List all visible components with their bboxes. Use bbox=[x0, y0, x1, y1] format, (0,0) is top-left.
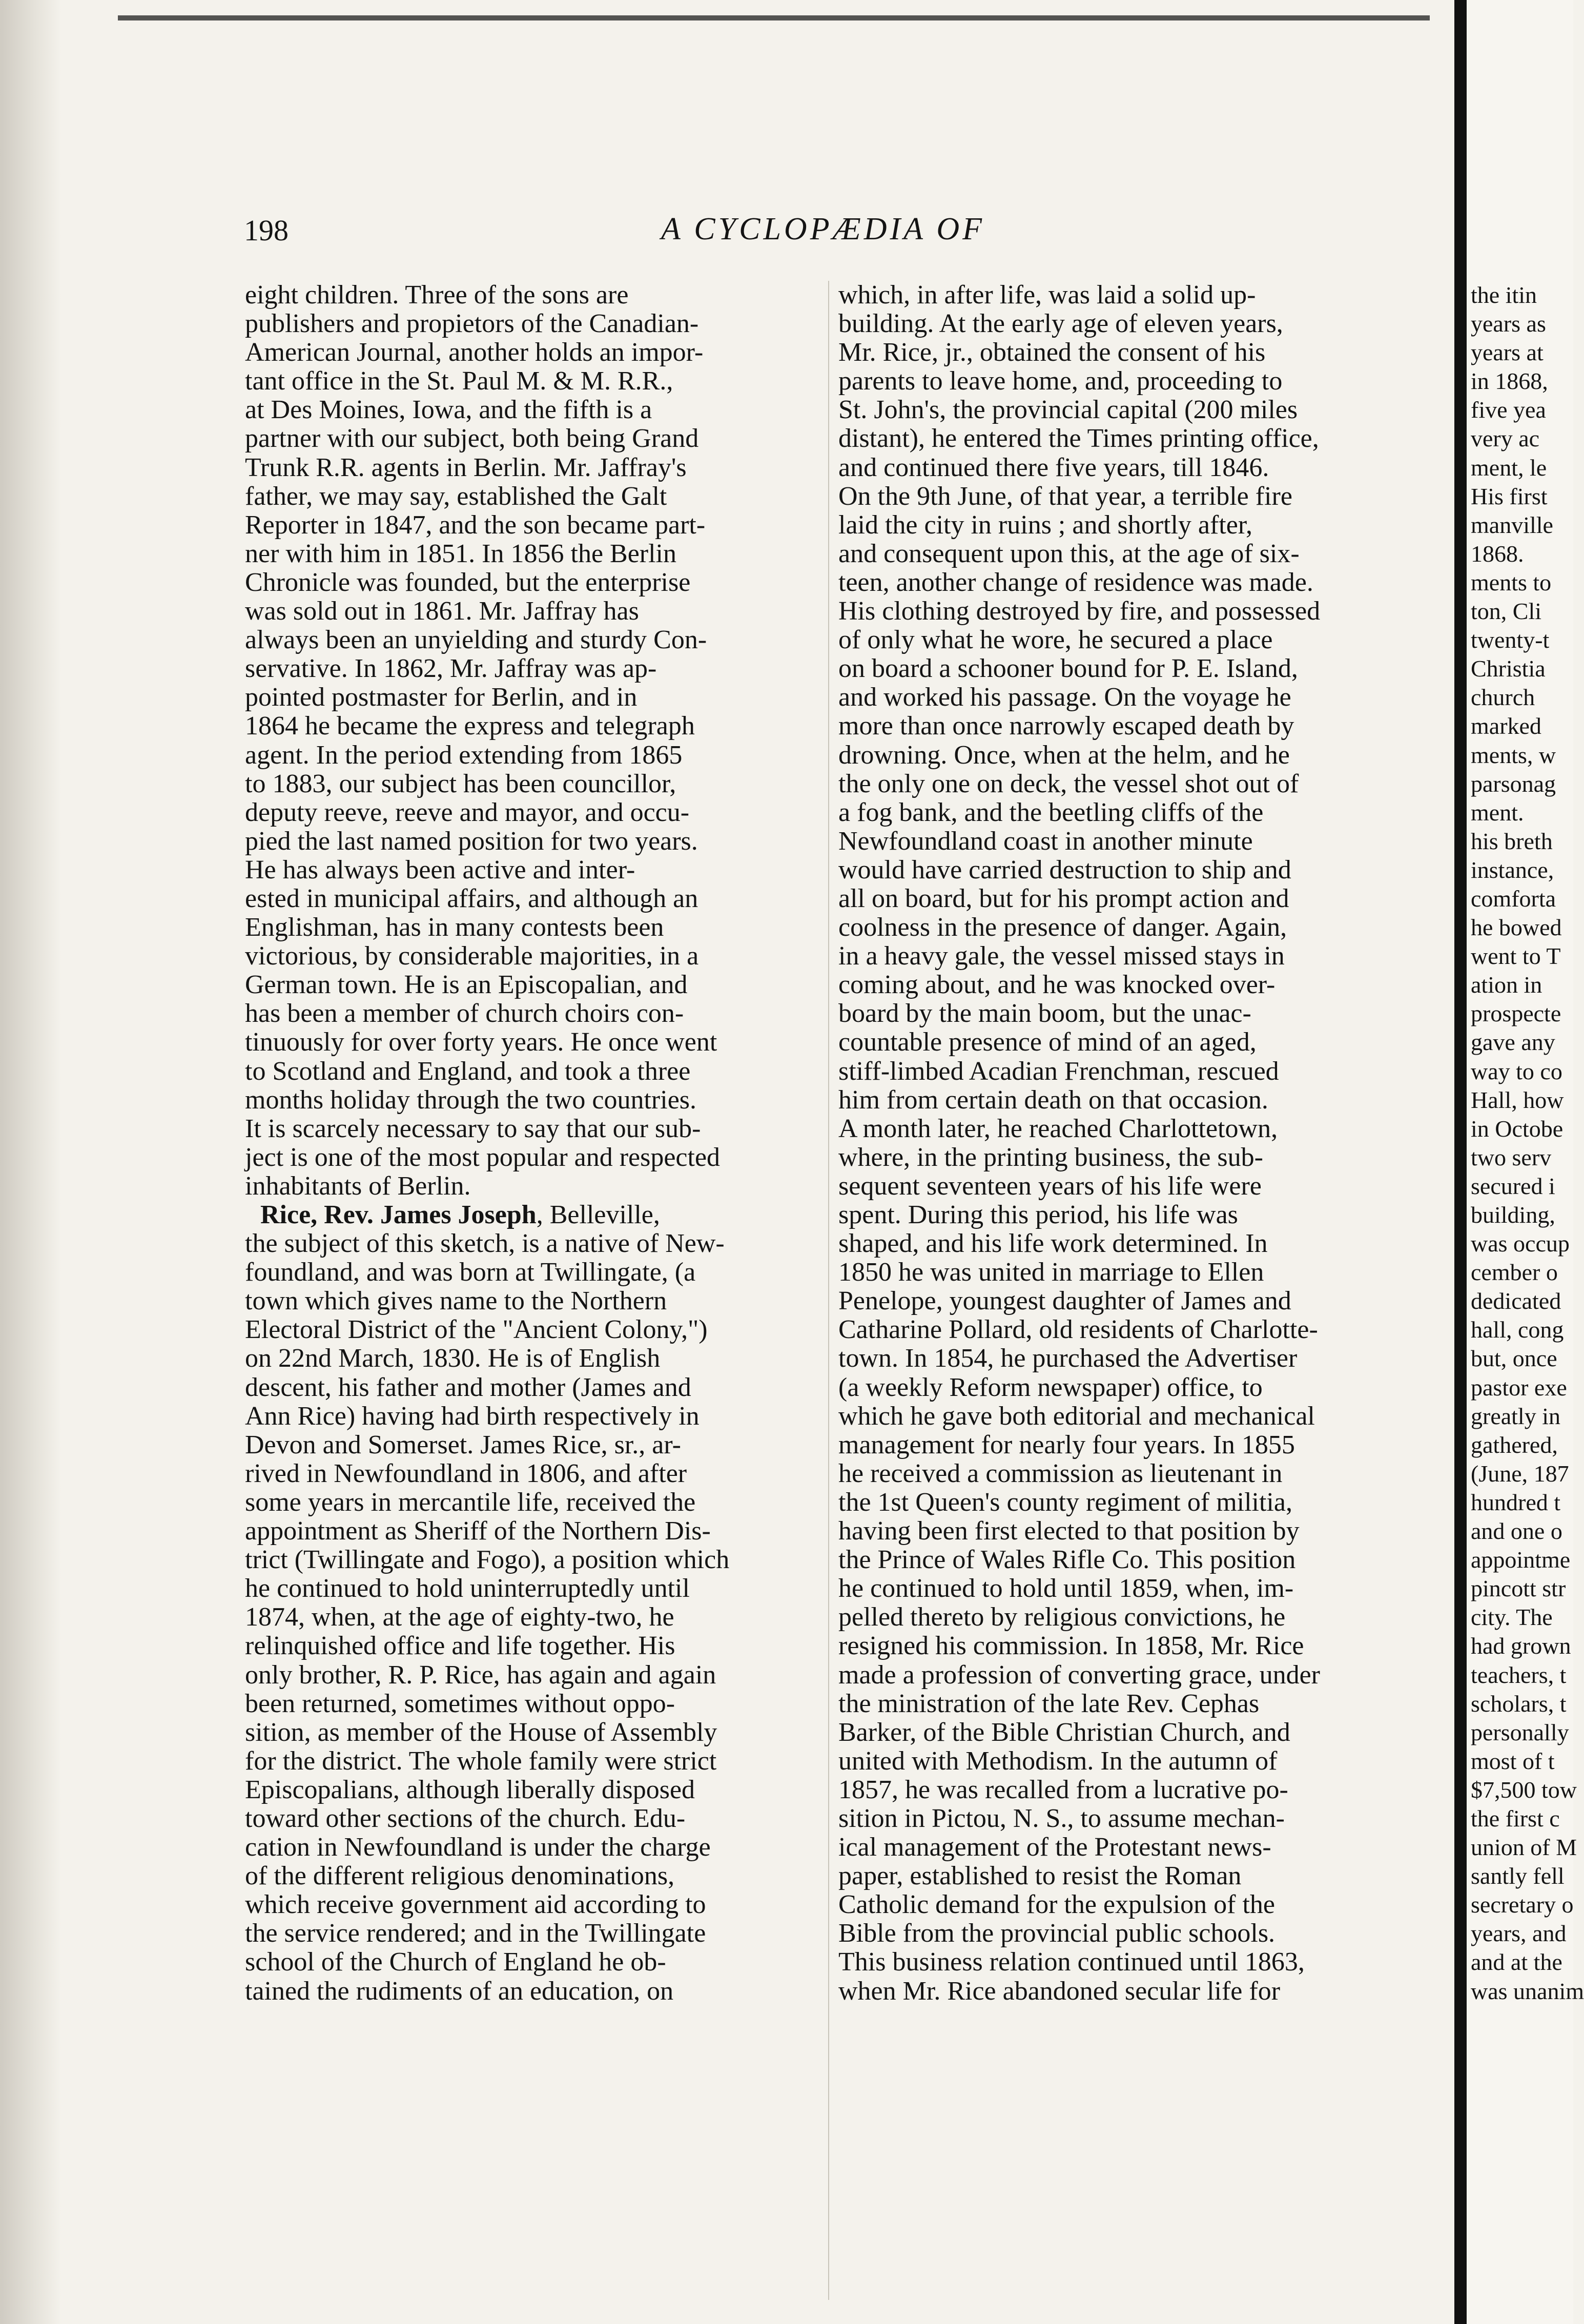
text-line: for the district. The whole family were strict bbox=[245, 1746, 717, 1776]
text-line: the 1st Queen's county regiment of militia, bbox=[838, 1487, 1292, 1517]
fragment-line: years at bbox=[1471, 339, 1544, 366]
fragment-line: secured i bbox=[1471, 1173, 1555, 1199]
text-line: rived in Newfoundland in 1806, and after bbox=[245, 1458, 687, 1488]
text-line: Mr. Rice, jr., obtained the consent of his bbox=[838, 338, 1266, 367]
fragment-line: but, once bbox=[1471, 1345, 1557, 1372]
fragment-line: city. The bbox=[1471, 1604, 1553, 1631]
text-line: A month later, he reached Charlottetown, bbox=[838, 1114, 1278, 1143]
top-edge-rule bbox=[118, 15, 1430, 20]
text-line: Catholic demand for the expulsion of the bbox=[838, 1890, 1276, 1920]
text-line: He has always been active and inter- bbox=[245, 855, 635, 885]
text-line: sition in Pictou, N. S., to assume mechan- bbox=[838, 1803, 1285, 1833]
text-line: he received a commission as lieutenant in bbox=[838, 1458, 1283, 1488]
text-line: the subject of this sketch, is a native of New- bbox=[245, 1229, 725, 1259]
fragment-line: teachers, t bbox=[1471, 1661, 1567, 1688]
fragment-line: was unanim bbox=[1471, 1978, 1584, 2004]
text-line: ical management of the Protestant news- bbox=[838, 1833, 1271, 1862]
text-line: American Journal, another holds an impor- bbox=[245, 338, 704, 367]
text-line: school of the Church of England he ob- bbox=[245, 1947, 666, 1977]
fragment-line: in 1868, bbox=[1471, 368, 1548, 395]
text-line: cation in Newfoundland is under the charge bbox=[245, 1833, 711, 1862]
text-line: Catharine Pollard, old residents of Charlotte- bbox=[838, 1315, 1318, 1345]
fragment-line: cember o bbox=[1471, 1259, 1558, 1286]
text-line: eight children. Three of the sons are bbox=[245, 280, 629, 310]
fragment-line: ment. bbox=[1471, 799, 1524, 826]
fragment-line: went to T bbox=[1471, 943, 1561, 970]
fragment-line: hundred t bbox=[1471, 1489, 1561, 1515]
text-line: 1857, he was recalled from a lucrative po- bbox=[838, 1775, 1288, 1804]
fragment-line: ments, w bbox=[1471, 742, 1556, 768]
text-line: on board a schooner bound for P. E. Island, bbox=[838, 654, 1298, 684]
text-line: some years in mercantile life, received the bbox=[245, 1487, 696, 1517]
text-line: and consequent upon this, at the age of six- bbox=[838, 539, 1300, 568]
text-line: Englishman, has in many contests been bbox=[245, 913, 664, 942]
text-line: has been a member of church choirs con- bbox=[245, 999, 684, 1029]
text-line: pointed postmaster for Berlin, and in bbox=[245, 683, 637, 712]
text-line: drowning. Once, when at the helm, and he bbox=[838, 740, 1290, 770]
text-line: laid the city in ruins ; and shortly after, bbox=[838, 510, 1253, 540]
text-line: countable presence of mind of an aged, bbox=[838, 1027, 1257, 1057]
fragment-line: santly fell bbox=[1471, 1863, 1565, 1889]
fragment-line: way to co bbox=[1471, 1058, 1562, 1084]
text-line: united with Methodism. In the autumn of bbox=[838, 1746, 1278, 1776]
fragment-line: parsonag bbox=[1471, 770, 1556, 797]
text-line: more than once narrowly escaped death by bbox=[838, 711, 1294, 741]
text-line: having been first elected to that position by bbox=[838, 1516, 1300, 1546]
text-line: only brother, R. P. Rice, has again and again bbox=[245, 1660, 716, 1690]
text-line: management for nearly four years. In 1855 bbox=[838, 1430, 1295, 1459]
text-line: coolness in the presence of danger. Again, bbox=[838, 913, 1287, 942]
fragment-line: five yea bbox=[1471, 397, 1546, 423]
text-line: inhabitants of Berlin. bbox=[245, 1171, 471, 1201]
text-line: shaped, and his life work determined. In bbox=[838, 1229, 1268, 1259]
text-line: tant office in the St. Paul M. & M. R.R., bbox=[245, 366, 673, 396]
text-line: Trunk R.R. agents in Berlin. Mr. Jaffray's bbox=[245, 453, 687, 482]
page-number: 198 bbox=[244, 214, 289, 247]
text-line: foundland, and was born at Twillingate, (a bbox=[245, 1258, 696, 1287]
book-spine bbox=[1454, 0, 1467, 2324]
text-line: ested in municipal affairs, and although an bbox=[245, 883, 698, 913]
fragment-line: and at the bbox=[1471, 1949, 1562, 1976]
text-line: and continued there five years, till 1846. bbox=[838, 453, 1269, 482]
fragment-line: very ac bbox=[1471, 425, 1540, 452]
fragment-line: years, and bbox=[1471, 1920, 1567, 1947]
text-line: town. In 1854, he purchased the Advertiser bbox=[838, 1344, 1298, 1373]
fragment-line: greatly in bbox=[1471, 1403, 1560, 1429]
fragment-line: 1868. bbox=[1471, 540, 1524, 567]
text-line: to 1883, our subject has been councillor, bbox=[245, 769, 676, 798]
right-column-text bbox=[838, 281, 1418, 2006]
facing-page-fragments bbox=[1471, 281, 1584, 2006]
text-line: relinquished office and life together. His bbox=[245, 1631, 675, 1661]
text-line: and worked his passage. On the voyage he bbox=[838, 683, 1291, 712]
text-line: was sold out in 1861. Mr. Jaffray has bbox=[245, 597, 639, 626]
fragment-line: ment, le bbox=[1471, 454, 1547, 481]
fragment-line: (June, 187 bbox=[1471, 1460, 1569, 1487]
fragment-line: church bbox=[1471, 684, 1535, 711]
text-line: pied the last named position for two years. bbox=[245, 826, 698, 856]
fragment-line: instance, bbox=[1471, 856, 1554, 883]
fragment-line: ton, Cli bbox=[1471, 598, 1542, 625]
text-line: appointment as Sheriff of the Northern Dis- bbox=[245, 1516, 711, 1546]
fragment-line: had grown bbox=[1471, 1633, 1571, 1659]
text-line: ner with him in 1851. In 1856 the Berlin bbox=[245, 539, 677, 568]
text-line: stiff-limbed Acadian Frenchman, rescued bbox=[838, 1056, 1279, 1086]
text-line: months holiday through the two countries. bbox=[245, 1085, 697, 1115]
text-line: publishers and propietors of the Canadian- bbox=[245, 309, 699, 339]
text-line: Bible from the provincial public schools. bbox=[838, 1919, 1276, 1948]
text-line: the Prince of Wales Rifle Co. This position bbox=[838, 1545, 1296, 1575]
text-line: trict (Twillingate and Fogo), a position which bbox=[245, 1545, 730, 1575]
text-line: the ministration of the late Rev. Cephas bbox=[838, 1689, 1260, 1718]
fragment-line: personally bbox=[1471, 1719, 1569, 1745]
fragment-line: secretary o bbox=[1471, 1891, 1574, 1918]
fragment-line: in Octobe bbox=[1471, 1115, 1564, 1142]
text-line: where, in the printing business, the sub- bbox=[838, 1142, 1263, 1172]
text-line: Newfoundland coast in another minute bbox=[838, 826, 1253, 856]
text-line: the only one on deck, the vessel shot out of bbox=[838, 769, 1299, 798]
text-line: of the different religious denominations, bbox=[245, 1861, 675, 1891]
text-line: which, in after life, was laid a solid up- bbox=[838, 280, 1256, 310]
text-line: tinuously for over forty years. He once went bbox=[245, 1027, 717, 1057]
text-line: (a weekly Reform newspaper) office, to bbox=[838, 1372, 1263, 1402]
text-line: tained the rudiments of an education, on bbox=[245, 1976, 674, 2006]
text-line: Rice, Rev. James Joseph, Belleville, bbox=[260, 1200, 660, 1229]
text-line: Penelope, youngest daughter of James and bbox=[838, 1286, 1291, 1316]
text-line: when Mr. Rice abandoned secular life for bbox=[838, 1976, 1281, 2006]
fragment-line: gathered, bbox=[1471, 1431, 1558, 1458]
text-line: would have carried destruction to ship and bbox=[838, 855, 1291, 885]
fragment-line: Christia bbox=[1471, 655, 1546, 682]
text-line: sequent seventeen years of his life were bbox=[838, 1171, 1262, 1201]
text-line: Chronicle was founded, but the enterprise bbox=[245, 567, 691, 597]
text-line: toward other sections of the church. Edu- bbox=[245, 1803, 686, 1833]
fragment-line: pastor exe bbox=[1471, 1374, 1567, 1401]
text-line: always been an unyielding and sturdy Con- bbox=[245, 625, 707, 655]
fragment-line: twenty-t bbox=[1471, 627, 1550, 653]
text-line: made a profession of converting grace, under bbox=[838, 1660, 1320, 1690]
fragment-line: most of t bbox=[1471, 1747, 1555, 1774]
text-line: father, we may say, established the Galt bbox=[245, 481, 667, 511]
text-line: Episcopalians, although liberally disposed bbox=[245, 1775, 695, 1804]
fragment-line: manville bbox=[1471, 511, 1553, 538]
text-line: His clothing destroyed by fire, and possessed bbox=[838, 597, 1321, 626]
text-line: Electoral District of the "Ancient Colony,") bbox=[245, 1315, 708, 1345]
text-line: descent, his father and mother (James and bbox=[245, 1372, 691, 1402]
fragment-line: was occup bbox=[1471, 1230, 1570, 1257]
fragment-line: prospecte bbox=[1471, 1000, 1561, 1027]
fragment-line: Hall, how bbox=[1471, 1086, 1564, 1113]
fragment-line: appointme bbox=[1471, 1547, 1571, 1573]
text-line: board by the main boom, but the unac- bbox=[838, 999, 1251, 1029]
fragment-line: his breth bbox=[1471, 828, 1553, 854]
text-line: deputy reeve, reeve and mayor, and occu- bbox=[245, 797, 690, 827]
fragment-line: hall, cong bbox=[1471, 1317, 1564, 1343]
text-line: ject is one of the most popular and respected bbox=[245, 1142, 721, 1172]
text-line: distant), he entered the Times printing office, bbox=[838, 424, 1319, 454]
fragment-line: ation in bbox=[1471, 972, 1542, 998]
fragment-line: two serv bbox=[1471, 1144, 1552, 1170]
text-line: which receive government aid according to bbox=[245, 1890, 706, 1920]
text-line: German town. He is an Episcopalian, and bbox=[245, 970, 688, 1000]
text-line: St. John's, the provincial capital (200 miles bbox=[838, 395, 1298, 425]
text-line: which he gave both editorial and mechanical bbox=[838, 1401, 1315, 1431]
text-line: at Des Moines, Iowa, and the fifth is a bbox=[245, 395, 652, 425]
text-line: a fog bank, and the beetling cliffs of the bbox=[838, 797, 1264, 827]
running-title: A CYCLOPÆDIA OF bbox=[661, 212, 985, 246]
text-line: spent. During this period, his life was bbox=[838, 1200, 1238, 1229]
fragment-line: ments to bbox=[1471, 569, 1552, 595]
fragment-line: the itin bbox=[1471, 282, 1537, 308]
fragment-line: years as bbox=[1471, 311, 1546, 337]
fragment-line: marked bbox=[1471, 713, 1541, 739]
fragment-line: and one o bbox=[1471, 1518, 1562, 1545]
text-line: Devon and Somerset. James Rice, sr., ar- bbox=[245, 1430, 681, 1459]
text-line: him from certain death on that occasion. bbox=[838, 1085, 1268, 1115]
text-line: paper, established to resist the Roman bbox=[838, 1861, 1242, 1891]
text-line: servative. In 1862, Mr. Jaffray was ap- bbox=[245, 654, 657, 684]
fragment-line: union of M bbox=[1471, 1834, 1577, 1861]
text-line: partner with our subject, both being Grand bbox=[245, 424, 699, 454]
text-line: of only what he wore, he secured a place bbox=[838, 625, 1273, 655]
text-line: to Scotland and England, and took a three bbox=[245, 1056, 691, 1086]
text-line: he continued to hold uninterruptedly until bbox=[245, 1574, 690, 1603]
fragment-line: comforta bbox=[1471, 885, 1556, 912]
text-line: parents to leave home, and, proceeding to bbox=[838, 366, 1283, 396]
text-line: This business relation continued until 1863, bbox=[838, 1947, 1305, 1977]
text-line: teen, another change of residence was made. bbox=[838, 567, 1313, 597]
text-line: On the 9th June, of that year, a terrible fire bbox=[838, 481, 1292, 511]
text-line: It is scarcely necessary to say that our sub- bbox=[245, 1114, 701, 1143]
text-line: on 22nd March, 1830. He is of English bbox=[245, 1344, 661, 1373]
text-line: building. At the early age of eleven years, bbox=[838, 309, 1283, 339]
fragment-line: he bowed bbox=[1471, 914, 1562, 941]
text-line: sition, as member of the House of Assembly bbox=[245, 1717, 717, 1747]
fragment-line: His first bbox=[1471, 483, 1548, 509]
text-line: town which gives name to the Northern bbox=[245, 1286, 667, 1316]
text-line: 1874, when, at the age of eighty-two, he bbox=[245, 1602, 674, 1632]
fragment-line: scholars, t bbox=[1471, 1690, 1567, 1717]
text-line: pelled thereto by religious convictions, he bbox=[838, 1602, 1286, 1632]
fragment-line: gave any bbox=[1471, 1029, 1555, 1056]
text-line: 1864 he became the express and telegraph bbox=[245, 711, 695, 741]
text-line: the service rendered; and in the Twillingate bbox=[245, 1919, 706, 1948]
text-line: in a heavy gale, the vessel missed stays in bbox=[838, 941, 1285, 971]
text-line: agent. In the period extending from 1865 bbox=[245, 740, 683, 770]
text-line: Reporter in 1847, and the son became part- bbox=[245, 510, 706, 540]
column-divider bbox=[828, 281, 829, 2300]
text-line: resigned his commission. In 1858, Mr. Rice bbox=[838, 1631, 1304, 1661]
text-line: victorious, by considerable majorities, in a bbox=[245, 941, 699, 971]
text-line: he continued to hold until 1859, when, im- bbox=[838, 1574, 1294, 1603]
fragment-line: the first c bbox=[1471, 1805, 1560, 1832]
fragment-line: dedicated bbox=[1471, 1288, 1561, 1314]
left-column-text bbox=[245, 281, 818, 2006]
text-line: been returned, sometimes without oppo- bbox=[245, 1689, 675, 1718]
fragment-line: pincott str bbox=[1471, 1575, 1566, 1602]
page-binding-shadow bbox=[0, 0, 61, 2324]
fragment-line: $7,500 tow bbox=[1471, 1776, 1577, 1803]
text-line: all on board, but for his prompt action and bbox=[838, 883, 1289, 913]
text-line: coming about, and he was knocked over- bbox=[838, 970, 1276, 1000]
fragment-line: building, bbox=[1471, 1202, 1555, 1228]
entry-heading: Rice, Rev. James Joseph bbox=[260, 1200, 537, 1229]
text-line: Barker, of the Bible Christian Church, and bbox=[838, 1717, 1290, 1747]
text-line: 1850 he was united in marriage to Ellen bbox=[838, 1258, 1264, 1287]
text-line: Ann Rice) having had birth respectively in bbox=[245, 1401, 700, 1431]
